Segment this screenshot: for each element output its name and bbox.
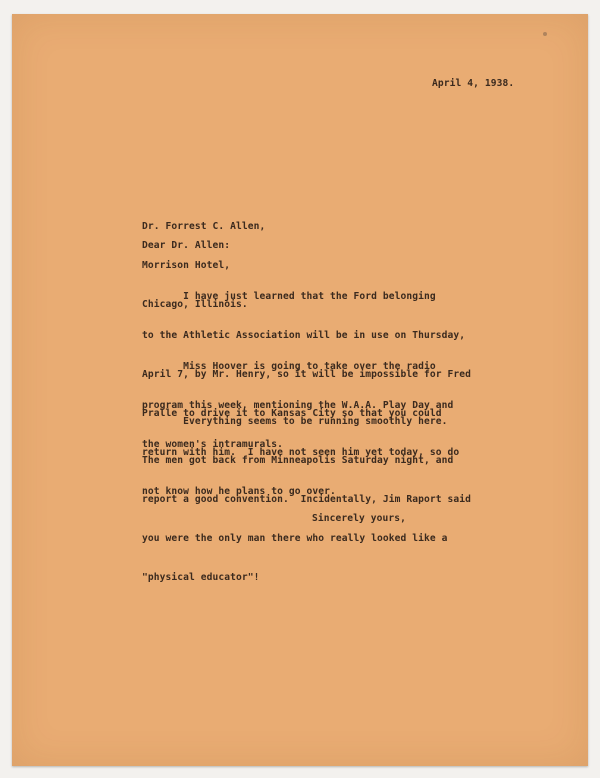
text-line: to the Athletic Association will be in use on Thursday, (142, 330, 466, 341)
paragraph-convention (142, 389, 471, 610)
text-line: Everything seems to be running smoothly here. (142, 416, 448, 427)
letter-date: April 4, 1938. (432, 78, 515, 89)
closing: Sincerely yours, (312, 513, 407, 524)
text-line: return with him. I have not seen him yet today, so do (142, 447, 460, 458)
paper-speck (543, 32, 547, 36)
address-line: Dr. Forrest C. Allen, (142, 221, 266, 232)
text-line: the women's intramurals. (142, 439, 284, 450)
address-line: Chicago, Illinois. (142, 299, 248, 310)
text-line: you were the only man there who really looked like a (142, 533, 448, 544)
text-line: The men got back from Minneapolis Saturday night, and (142, 455, 454, 466)
text-line: report a good convention. Incidentally, Jim Raport said (142, 494, 472, 505)
text-line: not know how he plans to go over. (142, 486, 336, 497)
letter-page (12, 14, 588, 766)
text-line: I have just learned that the Ford belonging (142, 291, 436, 302)
text-line: Pralle to drive it to Kansas City so that you could (142, 408, 442, 419)
text-line: April 7, by Mr. Henry, so it will be impossible for Fred (142, 369, 472, 380)
text-line: Miss Hoover is going to take over the radio (142, 361, 436, 372)
text-line: program this week, mentioning the W.A.A. Play Day and (142, 400, 454, 411)
address-line: Morrison Hotel, (142, 260, 231, 271)
text-line: "physical educator"! (142, 572, 260, 583)
salutation: Dear Dr. Allen: (142, 240, 231, 251)
